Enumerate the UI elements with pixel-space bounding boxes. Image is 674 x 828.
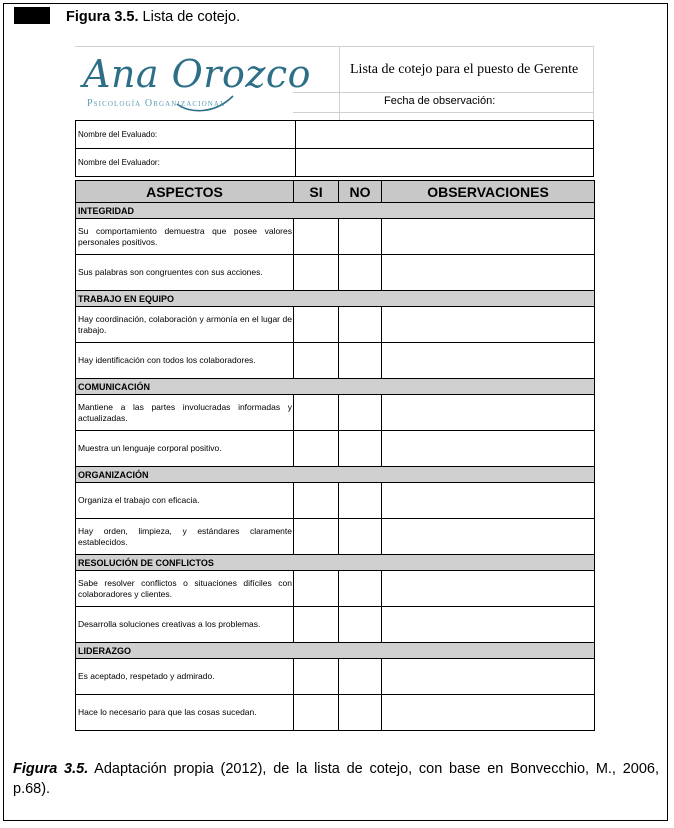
si-cell[interactable] — [294, 659, 339, 695]
table-row — [76, 571, 595, 607]
aspect-text: Desarrolla soluciones creativas a los problemas. — [76, 607, 294, 643]
section-row — [76, 379, 595, 395]
figure-title-text: Lista de cotejo. — [138, 9, 241, 25]
observations-cell[interactable] — [382, 519, 595, 555]
si-cell[interactable] — [294, 431, 339, 467]
observations-cell[interactable] — [382, 395, 595, 431]
table-row — [76, 431, 595, 467]
section-title: ORGANIZACIÓN — [76, 467, 595, 483]
table-row — [76, 307, 595, 343]
observations-cell[interactable] — [382, 607, 595, 643]
table-row — [76, 255, 595, 291]
observations-cell[interactable] — [382, 571, 595, 607]
form-title: Lista de cotejo para el puesto de Gerente — [350, 62, 579, 77]
evaluated-field[interactable] — [296, 121, 593, 148]
aspect-text: Es aceptado, respetado y admirado. — [76, 659, 294, 695]
table-row — [76, 395, 595, 431]
section-row — [76, 555, 595, 571]
aspect-text: Sabe resolver conflictos o situaciones difíciles con colaboradores y clientes. — [76, 571, 294, 607]
section-title: LIDERAZGO — [76, 643, 595, 659]
section-title: RESOLUCIÓN DE CONFLICTOS — [76, 555, 595, 571]
checklist-table — [75, 180, 595, 731]
header-aspectos: ASPECTOS — [76, 181, 294, 203]
no-cell[interactable] — [339, 483, 382, 519]
caption-label: Figura 3.5. — [13, 761, 89, 777]
no-cell[interactable] — [339, 571, 382, 607]
no-cell[interactable] — [339, 519, 382, 555]
section-title: TRABAJO EN EQUIPO — [76, 291, 595, 307]
table-row — [76, 607, 595, 643]
evaluator-label: Nombre del Evaluador: — [76, 149, 296, 176]
observations-cell[interactable] — [382, 483, 595, 519]
si-cell[interactable] — [294, 607, 339, 643]
aspect-text: Hay orden, limpieza, y estándares claramente establecidos. — [76, 519, 294, 555]
no-cell[interactable] — [339, 219, 382, 255]
si-cell[interactable] — [294, 219, 339, 255]
si-cell[interactable] — [294, 343, 339, 379]
aspect-text: Muestra un lenguaje corporal positivo. — [76, 431, 294, 467]
evaluated-row — [76, 121, 593, 149]
aspect-text: Hay identificación con todos los colaboradores. — [76, 343, 294, 379]
aspect-text: Hay coordinación, colaboración y armonía en el lugar de trabajo. — [76, 307, 294, 343]
section-row — [76, 643, 595, 659]
si-cell[interactable] — [294, 695, 339, 731]
section-row — [76, 467, 595, 483]
names-block — [75, 120, 594, 177]
no-cell[interactable] — [339, 395, 382, 431]
figure-title-label: Figura 3.5. — [66, 9, 139, 25]
evaluator-field[interactable] — [296, 149, 593, 176]
evaluated-label: Nombre del Evaluado: — [76, 121, 296, 148]
black-marker-block — [14, 7, 50, 24]
header-no: NO — [339, 181, 382, 203]
no-cell[interactable] — [339, 659, 382, 695]
si-cell[interactable] — [294, 255, 339, 291]
evaluator-row — [76, 149, 593, 177]
observations-cell[interactable] — [382, 343, 595, 379]
table-row — [76, 659, 595, 695]
logo-subtitle: Psicología Organizacional — [87, 98, 226, 109]
aspect-text: Mantiene a las partes involucradas informadas y actualizadas. — [76, 395, 294, 431]
observations-cell[interactable] — [382, 219, 595, 255]
caption-text: Adaptación propia (2012), de la lista de cotejo, con base en Bonvecchio, M., 2006, p.68). — [13, 761, 659, 797]
table-row — [76, 695, 595, 731]
si-cell[interactable] — [294, 571, 339, 607]
table-row — [76, 483, 595, 519]
section-title: INTEGRIDAD — [76, 203, 595, 219]
aspect-text: Hace lo necesario para que las cosas sucedan. — [76, 695, 294, 731]
observations-cell[interactable] — [382, 307, 595, 343]
table-row — [76, 519, 595, 555]
section-row — [76, 203, 595, 219]
observations-cell[interactable] — [382, 255, 595, 291]
no-cell[interactable] — [339, 695, 382, 731]
aspect-text: Su comportamiento demuestra que posee valores personales positivos. — [76, 219, 294, 255]
table-row — [76, 219, 595, 255]
header-observaciones: OBSERVACIONES — [382, 181, 595, 203]
si-cell[interactable] — [294, 395, 339, 431]
observations-cell[interactable] — [382, 659, 595, 695]
table-header-row — [76, 181, 595, 203]
company-logo — [80, 52, 312, 116]
observations-cell[interactable] — [382, 695, 595, 731]
si-cell[interactable] — [294, 519, 339, 555]
no-cell[interactable] — [339, 343, 382, 379]
no-cell[interactable] — [339, 255, 382, 291]
observation-date-label: Fecha de observación: — [384, 95, 496, 107]
no-cell[interactable] — [339, 307, 382, 343]
checklist-body — [76, 203, 595, 731]
aspect-text: Organiza el trabajo con eficacia. — [76, 483, 294, 519]
si-cell[interactable] — [294, 483, 339, 519]
section-row — [76, 291, 595, 307]
figure-title — [66, 8, 240, 26]
checklist-sheet — [75, 46, 594, 731]
header-si: SI — [294, 181, 339, 203]
no-cell[interactable] — [339, 607, 382, 643]
logo-name: Ana Orozco — [83, 52, 312, 96]
section-title: COMUNICACIÓN — [76, 379, 595, 395]
no-cell[interactable] — [339, 431, 382, 467]
table-row — [76, 343, 595, 379]
form-header — [75, 46, 594, 120]
aspect-text: Sus palabras son congruentes con sus acciones. — [76, 255, 294, 291]
si-cell[interactable] — [294, 307, 339, 343]
observations-cell[interactable] — [382, 431, 595, 467]
figure-caption — [13, 759, 659, 799]
